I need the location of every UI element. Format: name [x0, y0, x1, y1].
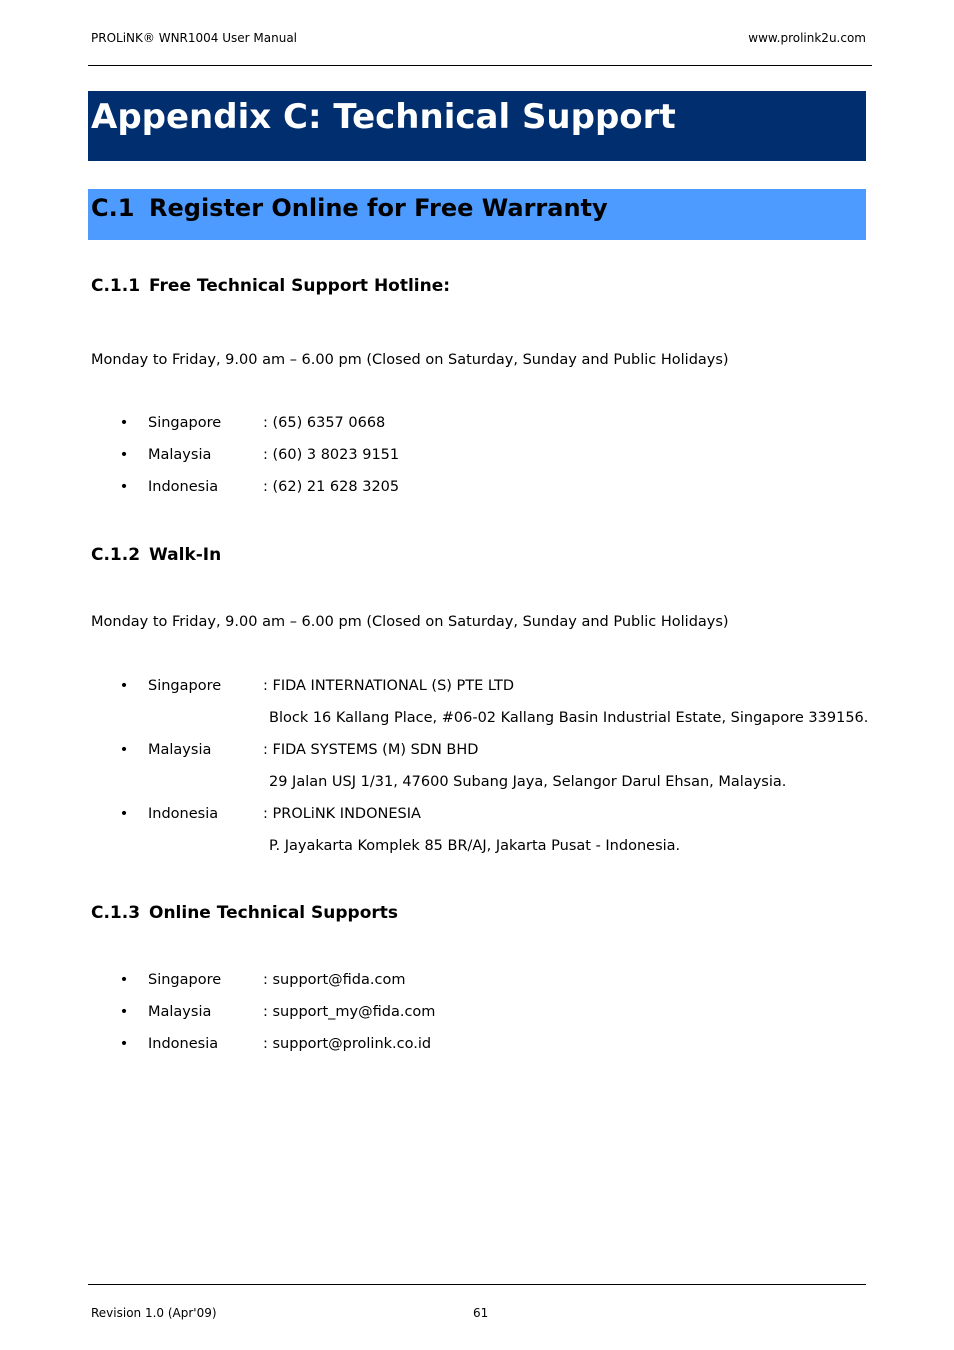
country-label: Singapore	[148, 972, 222, 988]
country-label: Indonesia	[148, 806, 219, 822]
section-heading	[91, 192, 608, 224]
bullet: •	[119, 742, 129, 758]
walkin-heading	[91, 544, 221, 566]
walkin-number: C.1.2	[91, 545, 141, 565]
bullet: •	[119, 447, 129, 463]
bullet: •	[119, 1036, 129, 1052]
country-label: Singapore	[148, 415, 222, 431]
phone-number: : (62) 21 628 3205	[263, 479, 400, 495]
header-rule	[88, 65, 872, 66]
company-name: : FIDA INTERNATIONAL (S) PTE LTD	[263, 678, 515, 694]
bullet: •	[119, 972, 129, 988]
header-website: www.prolink2u.com	[748, 31, 866, 45]
walkin-title: Walk-In	[149, 545, 222, 565]
company-name: : PROLiNK INDONESIA	[263, 806, 421, 822]
online-number: C.1.3	[91, 903, 141, 923]
phone-number: : (65) 6357 0668	[263, 415, 386, 431]
bullet: •	[119, 806, 129, 822]
bullet: •	[119, 415, 129, 431]
company-address: P. Jayakarta Komplek 85 BR/AJ, Jakarta Pusat - Indonesia.	[269, 838, 681, 854]
support-email: : support_my@fida.com	[263, 1004, 436, 1020]
section-title: Register Online for Free Warranty	[149, 194, 608, 222]
footer-revision: Revision 1.0 (Apr'09)	[91, 1306, 217, 1320]
company-name: : FIDA SYSTEMS (M) SDN BHD	[263, 742, 479, 758]
footer-rule	[88, 1284, 866, 1285]
online-heading	[91, 902, 398, 924]
company-address: 29 Jalan USJ 1/31, 47600 Subang Jaya, Selangor Darul Ehsan, Malaysia.	[269, 774, 787, 790]
hotline-number: C.1.1	[91, 276, 141, 296]
hotline-title: Free Technical Support Hotline:	[149, 276, 451, 296]
country-label: Malaysia	[148, 447, 212, 463]
country-label: Malaysia	[148, 742, 212, 758]
bullet: •	[119, 479, 129, 495]
appendix-title-bar	[88, 91, 866, 161]
country-label: Indonesia	[148, 479, 219, 495]
phone-number: : (60) 3 8023 9151	[263, 447, 400, 463]
support-email: : support@prolink.co.id	[263, 1036, 432, 1052]
bullet: •	[119, 1004, 129, 1020]
section-number: C.1	[91, 194, 135, 222]
section-title-bar	[88, 189, 866, 240]
hotline-heading	[91, 275, 450, 297]
hotline-hours: Monday to Friday, 9.00 am – 6.00 pm (Closed on Saturday, Sunday and Public Holidays)	[91, 352, 729, 368]
bullet: •	[119, 678, 129, 694]
country-label: Singapore	[148, 678, 222, 694]
page-number: 61	[473, 1306, 489, 1320]
country-label: Indonesia	[148, 1036, 219, 1052]
company-address: Block 16 Kallang Place, #06-02 Kallang Basin Industrial Estate, Singapore 339156.	[269, 710, 869, 726]
online-title: Online Technical Supports	[149, 903, 399, 923]
support-email: : support@fida.com	[263, 972, 406, 988]
appendix-title: Appendix C: Technical Support	[91, 97, 676, 137]
walkin-hours: Monday to Friday, 9.00 am – 6.00 pm (Closed on Saturday, Sunday and Public Holidays)	[91, 614, 729, 630]
country-label: Malaysia	[148, 1004, 212, 1020]
header-manual-title: PROLiNK® WNR1004 User Manual	[91, 31, 298, 45]
